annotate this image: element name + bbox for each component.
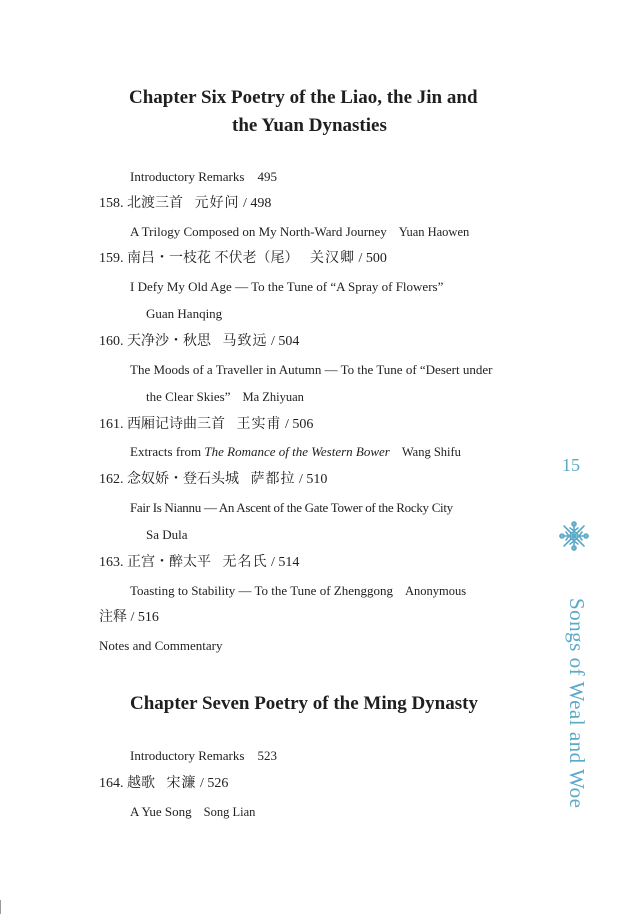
entry-page: / 498 <box>243 196 272 211</box>
entry-author-en: Yuan Haowen <box>398 225 470 239</box>
toc-entry-164 <box>99 776 228 792</box>
entry-page: / 500 <box>358 251 387 266</box>
notes-en: Notes and Commentary <box>99 638 223 653</box>
intro-label: Introductory Remarks <box>130 748 245 763</box>
entry-author-zh: 萨都拉 <box>250 472 296 487</box>
entry-page: / 510 <box>299 472 328 487</box>
entry-title-zh: 正宫・醉太平 <box>127 555 211 570</box>
intro-label: Introductory Remarks <box>130 169 245 184</box>
entry-number: 161. <box>99 417 124 432</box>
entry-author-zh: 宋濂 <box>166 776 197 791</box>
toc-entry-159 <box>99 251 387 267</box>
chapter-seven-heading: Chapter Seven Poetry of the Ming Dynasty <box>130 693 478 714</box>
entry-title-en-cont: the Clear Skies” <box>146 389 231 404</box>
page-number: 15 <box>562 455 580 475</box>
entry-title-zh: 西厢记诗曲三首 <box>127 417 225 432</box>
toc-entry-159-author-en: Guan Hanqing <box>146 306 223 321</box>
entry-author-zh: 无名氏 <box>222 555 268 570</box>
toc-entry-164-en <box>130 804 255 820</box>
toc-entry-158 <box>99 196 271 212</box>
entry-author-zh: 王实甫 <box>236 417 282 432</box>
toc-entry-158-en <box>130 224 469 240</box>
entry-title-zh: 越歌 <box>127 776 155 791</box>
intro-remarks-ch7 <box>130 748 277 764</box>
entry-title-zh: 天净沙・秋思 <box>127 334 211 349</box>
entry-number: 160. <box>99 334 124 349</box>
entry-author-en: Anonymous <box>405 584 467 598</box>
entry-number: 164. <box>99 776 124 791</box>
entry-page: / 506 <box>285 417 314 432</box>
entry-title-zh: 念奴娇・登石头城 <box>127 472 239 487</box>
snowflake-ornament-icon <box>558 520 590 552</box>
chapter-six-heading-line1: Chapter Six Poetry of the Liao, the Jin and <box>129 87 478 108</box>
toc-entry-160-en-cont <box>146 389 304 405</box>
toc-entry-161-en <box>130 444 461 460</box>
notes-zh: 注释 / 516 <box>99 610 159 625</box>
entry-page: / 514 <box>271 555 300 570</box>
entry-page: / 526 <box>200 776 229 791</box>
toc-entry-163 <box>99 555 299 571</box>
entry-author-zh: 关汉卿 <box>310 251 355 266</box>
entry-author-zh: 马致远 <box>222 334 268 349</box>
entry-number: 162. <box>99 472 124 487</box>
page-edge-mark <box>0 900 1 914</box>
entry-number: 158. <box>99 196 124 211</box>
intro-page: 523 <box>257 748 277 763</box>
toc-entry-163-en <box>130 583 466 599</box>
entry-title-en: Toasting to Stability — To the Tune of Zhenggong <box>130 583 393 598</box>
entry-page: / 504 <box>271 334 300 349</box>
entry-author-zh: 元好问 <box>194 196 240 211</box>
entry-title-en-prefix: Extracts from <box>130 444 205 459</box>
intro-remarks-ch6 <box>130 169 277 185</box>
toc-entry-159-en: I Defy My Old Age — To the Tune of “A Spray of Flowers” <box>130 279 444 294</box>
toc-entry-162 <box>99 472 327 488</box>
entry-author-en: Ma Zhiyuan <box>242 390 304 404</box>
toc-entry-162-author-en: Sa Dula <box>146 527 188 542</box>
entry-author-en: Wang Shifu <box>401 445 461 459</box>
entry-author-en: Song Lian <box>203 805 256 819</box>
entry-number: 159. <box>99 251 124 266</box>
toc-entry-162-en: Fair Is Niannu — An Ascent of the Gate Tower of the Rocky City <box>130 500 453 515</box>
entry-title-en: A Yue Song <box>130 804 192 819</box>
entry-title-zh: 北渡三首 <box>127 196 183 211</box>
intro-page: 495 <box>257 169 277 184</box>
entry-title-zh: 南吕・一枝花 不伏老（尾） <box>127 251 299 266</box>
toc-entry-160-en: The Moods of a Traveller in Autumn — To the Tune of “Desert under <box>130 362 493 377</box>
running-title: Songs of Weal and Woe <box>565 598 589 809</box>
entry-title-en-italic: The Romance of the Western Bower <box>204 444 390 459</box>
toc-entry-161 <box>99 417 313 433</box>
entry-title-en: A Trilogy Composed on My North-Ward Journey <box>130 224 387 239</box>
toc-entry-160 <box>99 334 299 350</box>
entry-number: 163. <box>99 555 124 570</box>
chapter-six-heading-line2: the Yuan Dynasties <box>232 115 387 136</box>
